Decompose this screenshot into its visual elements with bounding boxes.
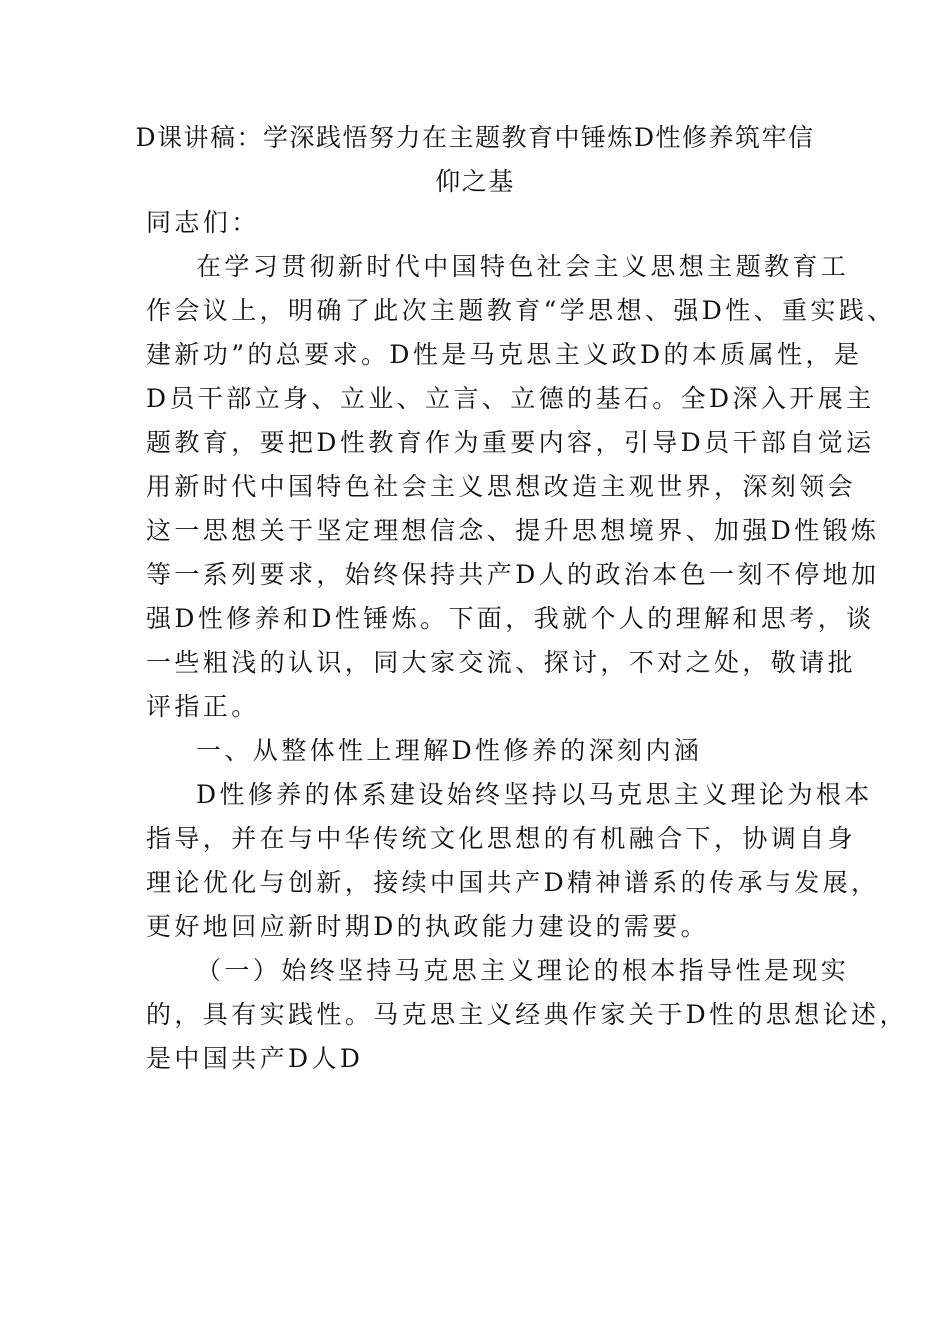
paragraph-line: 强D性修养和D性锤炼。下面，我就个人的理解和思考，谈 — [146, 604, 875, 633]
paragraph-line: D性修养的体系建设始终坚持以马克思主义理论为根本 — [196, 780, 873, 809]
paragraph-line: 指导，并在与中华传统文化思想的有机融合下，协调自身 — [146, 824, 857, 853]
paragraph-line: 更好地回应新时期D的执政能力建设的需要。 — [146, 912, 710, 941]
document-title-line-2: 仰之基 — [435, 167, 515, 196]
paragraph-line: 是中国共产D人D — [146, 1044, 364, 1073]
paragraph-line: 评指正。 — [146, 692, 260, 721]
paragraph-line: 等一系列要求，始终保持共产D人的政治本色一刻不停地加 — [146, 560, 880, 589]
paragraph-line: D员干部立身、立业、立言、立德的基石。全D深入开展主 — [146, 384, 875, 413]
paragraph-line: （一）始终坚持马克思主义理论的根本指导性是现实 — [196, 956, 850, 985]
paragraph-line: 的，具有实践性。马克思主义经典作家关于D性的思想论述， — [146, 1000, 908, 1029]
paragraph-line: 在学习贯彻新时代中国特色社会主义思想主题教育工 — [196, 252, 850, 281]
document-title-line-1: D课讲稿：学深践悟努力在主题教育中锤炼D性修养筑牢信 — [135, 123, 815, 152]
paragraph-line: 建新功”的总要求。D性是马克思主义政D的本质属性，是 — [146, 340, 863, 369]
salutation: 同志们： — [146, 208, 260, 237]
paragraph-line: 一些粗浅的认识，同大家交流、探讨，不对之处，敬请批 — [146, 648, 857, 677]
section-heading: 一、从整体性上理解D性修养的深刻内涵 — [196, 736, 703, 765]
paragraph-line: 理论优化与创新，接续中国共产D精神谱系的传承与发展， — [146, 868, 880, 897]
paragraph-line: 作会议上，明确了此次主题教育“学思想、强D性、重实践、 — [146, 296, 896, 325]
paragraph-line: 用新时代中国特色社会主义思想改造主观世界，深刻领会 — [146, 472, 857, 501]
paragraph-line: 这一思想关于坚定理想信念、提升思想境界、加强D性锻炼 — [146, 516, 880, 545]
paragraph-line: 题教育，要把D性教育作为重要内容，引导D员干部自觉运 — [146, 428, 875, 457]
